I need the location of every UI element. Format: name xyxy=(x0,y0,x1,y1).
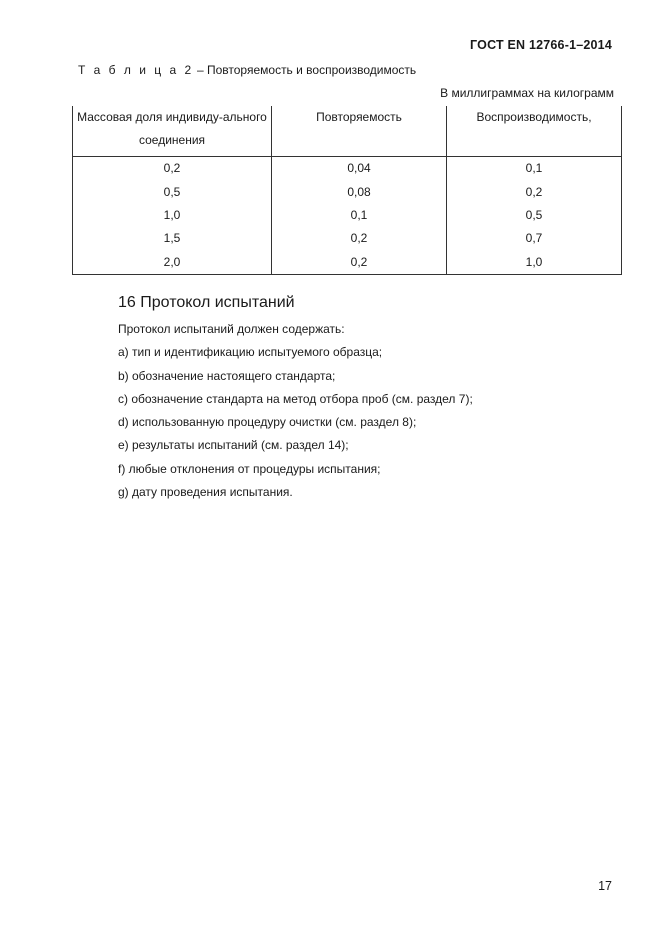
table-row xyxy=(73,227,622,250)
table-cell: 0,04 xyxy=(272,157,447,181)
list-item: c) обозначение стандарта на метод отбора проб (см. раздел 7); xyxy=(118,391,473,406)
table-cell: 2,0 xyxy=(73,251,272,275)
list-item: f) любые отклонения от процедуры испытания; xyxy=(118,461,381,476)
section-intro: Протокол испытаний должен содержать: xyxy=(118,322,345,336)
column-header-mass-fraction: Массовая доля индивиду-ального соединения xyxy=(73,106,272,157)
column-header-reproducibility: Воспроизводимость, xyxy=(447,106,622,157)
list-item: g) дату проведения испытания. xyxy=(118,485,293,500)
table-row xyxy=(73,204,622,227)
list-item: b) обозначение настоящего стандарта; xyxy=(118,368,336,383)
table-cell: 0,5 xyxy=(447,204,622,227)
table-caption-label: Т а б л и ц а 2 xyxy=(78,63,194,77)
table-caption-text: – Повторяемость и воспроизводимость xyxy=(193,63,417,77)
list-item: e) результаты испытаний (см. раздел 14); xyxy=(118,438,349,453)
table-cell: 0,7 xyxy=(447,227,622,250)
units-note: В миллиграммах на килограмм xyxy=(440,86,614,100)
section-body xyxy=(118,321,473,507)
repeatability-table xyxy=(72,106,622,275)
table-cell: 0,08 xyxy=(272,180,447,203)
document-code: ГОСТ EN 12766-1–2014 xyxy=(470,38,612,52)
table-cell: 0,2 xyxy=(272,227,447,250)
table-cell: 0,2 xyxy=(73,157,272,181)
table-cell: 1,5 xyxy=(73,227,272,250)
table-header-row xyxy=(73,106,622,157)
table-cell: 0,1 xyxy=(272,204,447,227)
page-number: 17 xyxy=(598,879,612,893)
table-cell: 1,0 xyxy=(73,204,272,227)
table-cell: 1,0 xyxy=(447,251,622,275)
list-item: d) использованную процедуру очистки (см. раздел 8); xyxy=(118,415,417,430)
section-title: 16 Протокол испытаний xyxy=(118,294,295,311)
list-item: a) тип и идентификацию испытуемого образца; xyxy=(118,345,383,360)
table-cell: 0,2 xyxy=(447,180,622,203)
table-row xyxy=(73,251,622,275)
table-caption xyxy=(78,63,416,77)
column-header-repeatability: Повторяемость xyxy=(272,106,447,157)
table-cell: 0,5 xyxy=(73,180,272,203)
table-row xyxy=(73,157,622,181)
table-row xyxy=(73,180,622,203)
table-cell: 0,2 xyxy=(272,251,447,275)
table-cell: 0,1 xyxy=(447,157,622,181)
